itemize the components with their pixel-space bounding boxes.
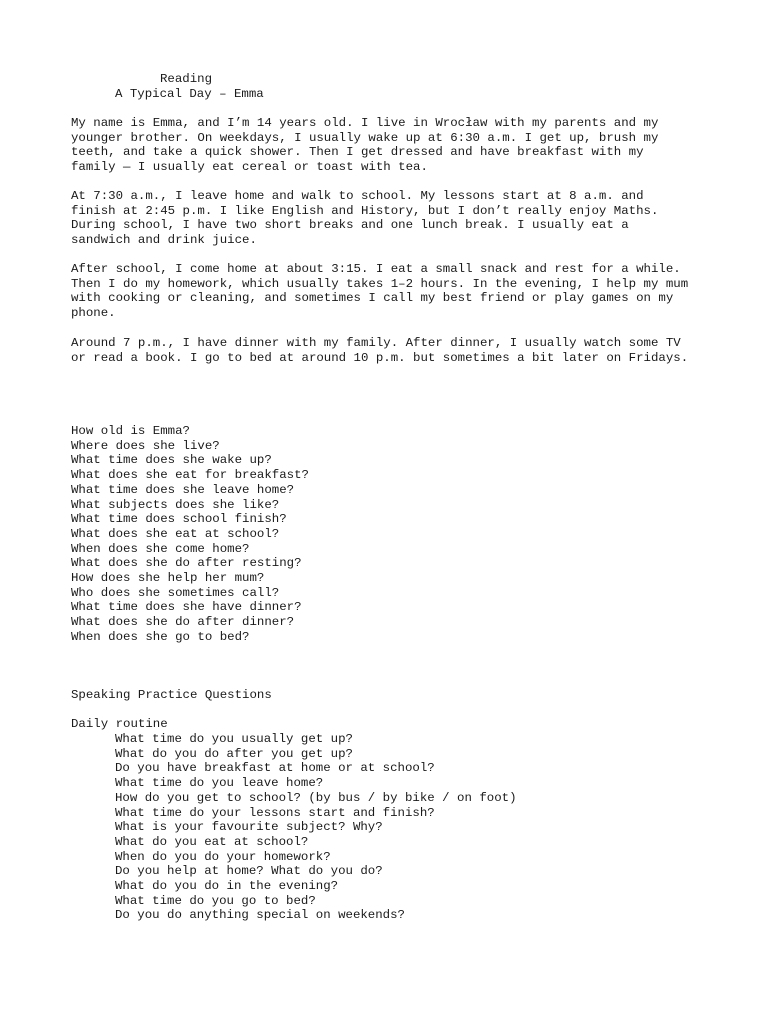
paragraph-line: Then I do my homework, which usually takes 1–2 hours. In the evening, I help my mum — [71, 276, 689, 291]
reading-paragraph-1 — [71, 116, 711, 175]
speaking-question: Do you have breakfast at home or at school? — [115, 761, 435, 776]
speaking-question: How do you get to school? (by bus / by bike / on foot) — [115, 790, 517, 805]
question-item: When does she go to bed? — [71, 629, 250, 644]
paragraph-line: sandwich and drink juice. — [71, 233, 257, 248]
question-item: How does she help her mum? — [71, 571, 265, 586]
paragraph-line: finish at 2:45 p.m. I like English and History, but I don’t really enjoy Maths. — [71, 203, 659, 218]
paragraph-line: During school, I have two short breaks and one lunch break. I usually eat a — [71, 218, 629, 233]
speaking-question: When do you do your homework? — [115, 849, 331, 864]
paragraph-line: with cooking or cleaning, and sometimes I call my best friend or play games on my — [71, 291, 674, 306]
page-title: A Typical Day – Emma — [115, 87, 264, 101]
question-item: What does she eat for breakfast? — [71, 468, 309, 483]
speaking-question: What time do you go to bed? — [115, 893, 316, 908]
speaking-question: What is your favourite subject? Why? — [115, 820, 383, 835]
question-item: Who does she sometimes call? — [71, 585, 280, 600]
question-item: How old is Emma? — [71, 424, 190, 438]
question-item: When does she come home? — [71, 541, 250, 556]
question-item: What time does school finish? — [71, 512, 287, 527]
speaking-question: What do you eat at school? — [115, 834, 309, 849]
comprehension-questions — [71, 424, 711, 645]
question-item: What time does she leave home? — [71, 482, 295, 497]
question-item: Where does she live? — [71, 438, 220, 453]
paragraph-line: After school, I come home at about 3:15. I eat a small snack and rest for a while. — [71, 262, 681, 276]
paragraph-line: At 7:30 a.m., I leave home and walk to school. My lessons start at 8 a.m. and — [71, 189, 644, 203]
daily-routine-questions — [115, 732, 517, 923]
question-item: What does she do after dinner? — [71, 615, 295, 630]
speaking-question: Do you do anything special on weekends? — [115, 908, 405, 923]
paragraph-line: or read a book. I go to bed at around 10 p.m. but sometimes a bit later on Fridays. — [71, 350, 689, 365]
paragraph-line: My name is Emma, and I’m 14 years old. I live in Wrocław with my parents and my — [71, 116, 659, 130]
daily-routine-heading: Daily routine — [71, 717, 168, 731]
question-item: What does she do after resting? — [71, 556, 302, 571]
reading-paragraph-4 — [71, 336, 711, 365]
speaking-question: What do you do in the evening? — [115, 879, 339, 894]
paragraph-line: younger brother. On weekdays, I usually wake up at 6:30 a.m. I get up, brush my — [71, 130, 659, 145]
speaking-question: What time do your lessons start and finish? — [115, 805, 435, 820]
question-item: What time does she have dinner? — [71, 600, 302, 615]
question-item: What subjects does she like? — [71, 497, 280, 512]
paragraph-line: phone. — [71, 306, 116, 321]
speaking-question: What do you do after you get up? — [115, 746, 353, 761]
reading-paragraph-3 — [71, 262, 711, 321]
paragraph-line: Around 7 p.m., I have dinner with my family. After dinner, I usually watch some TV — [71, 336, 681, 350]
speaking-question: What time do you leave home? — [115, 776, 324, 791]
section-label: Reading — [160, 72, 213, 86]
speaking-section-title: Speaking Practice Questions — [71, 688, 272, 702]
reading-paragraph-2 — [71, 189, 711, 248]
speaking-question: What time do you usually get up? — [115, 732, 353, 746]
question-item: What time does she wake up? — [71, 453, 272, 468]
paragraph-line: teeth, and take a quick shower. Then I get dressed and have breakfast with my — [71, 145, 644, 160]
speaking-question: Do you help at home? What do you do? — [115, 864, 383, 879]
question-item: What does she eat at school? — [71, 526, 280, 541]
paragraph-line: family — I usually eat cereal or toast with tea. — [71, 160, 428, 175]
